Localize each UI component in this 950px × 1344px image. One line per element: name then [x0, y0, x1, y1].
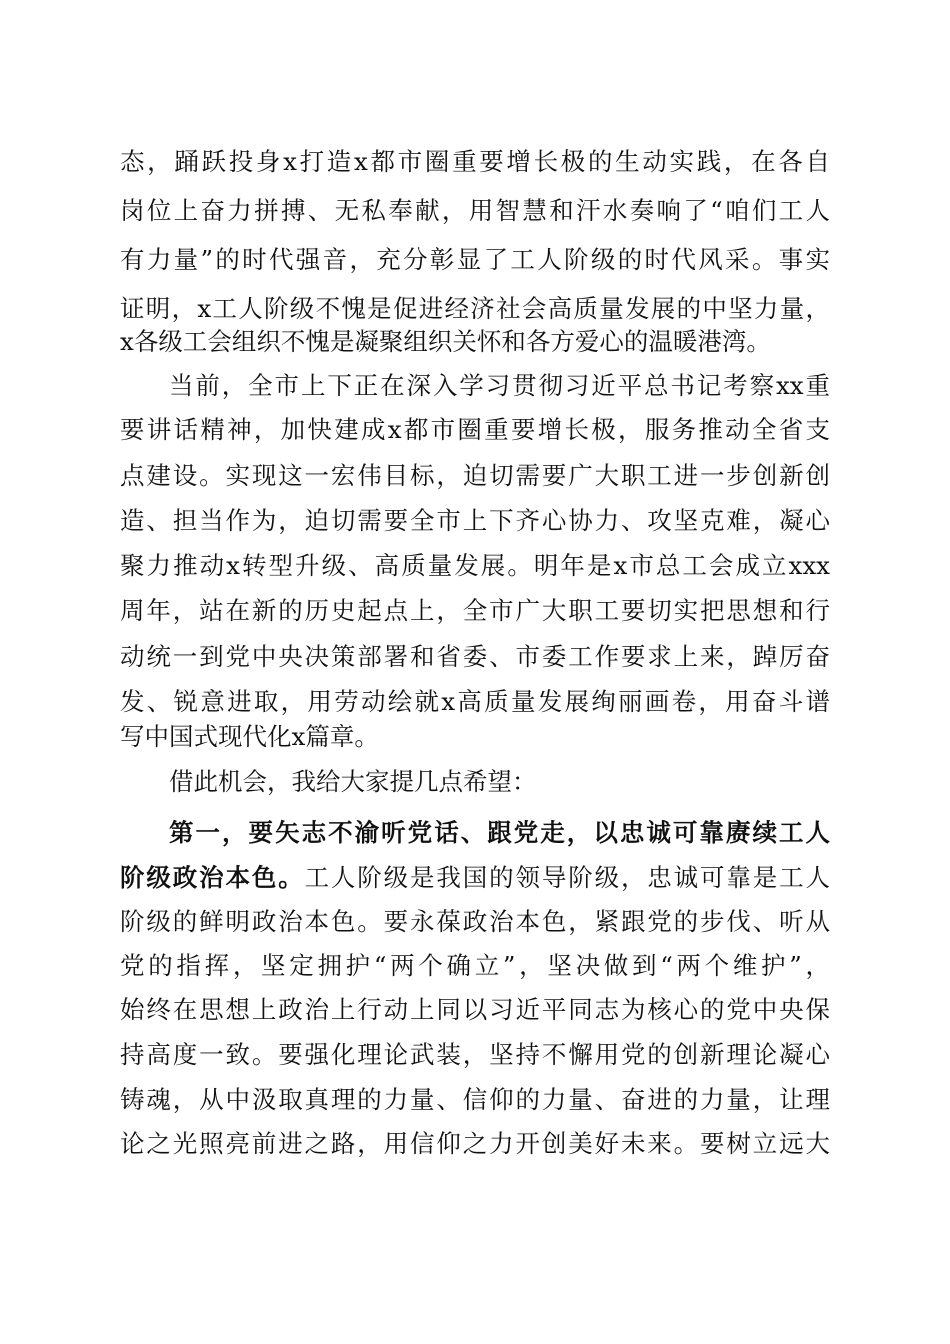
text-line-16: 第一，要矢志不渝听党话、跟党走，以忠诚可靠赓续工人 — [169, 818, 830, 847]
heading-fragment: 阶级政治本色。 — [120, 863, 305, 892]
text-line-15: 借此机会，我给大家提几点希望： — [169, 767, 537, 796]
text-line-3: 有力量”的时代强音，充分彰显了工人阶级的时代风采。事实 — [120, 245, 830, 274]
body-fragment: 工人阶级是我国的领导阶级，忠诚可靠是工人 — [304, 863, 831, 892]
text-line-17 — [120, 856, 830, 900]
text-line-13: 发、锐意进取，用劳动绘就x高质量发展绚丽画卷，用奋斗谱 — [120, 687, 830, 716]
text-line-5: x各级工会组织不愧是凝聚组织关怀和各方爱心的温暖港湾。 — [120, 327, 771, 356]
text-line-14: 写中国式现代化x篇章。 — [120, 722, 379, 751]
text-line-10: 聚力推动x转型升级、高质量发展。明年是x市总工会成立xxx — [120, 551, 830, 580]
text-line-20: 始终在思想上政治上行动上同以习近平同志为核心的党中央保 — [120, 995, 830, 1024]
text-line-2: 岗位上奋力拼搏、无私奉献，用智慧和汗水奏响了“咱们工人 — [120, 196, 830, 225]
text-line-9: 造、担当作为，迫切需要全市上下齐心协力、攻坚克难，凝心 — [120, 506, 830, 535]
text-line-11: 周年，站在新的历史起点上，全市广大职工要切实把思想和行 — [120, 596, 830, 625]
text-line-19: 党的指挥，坚定拥护“两个确立”，坚决做到“两个维护”， — [120, 951, 830, 980]
text-line-8: 点建设。实现这一宏伟目标，迫切需要广大职工进一步创新创 — [120, 461, 830, 490]
text-line-18: 阶级的鲜明政治本色。要永葆政治本色，紧跟党的步伐、听从 — [120, 907, 830, 936]
text-line-22: 铸魂，从中汲取真理的力量、信仰的力量、奋进的力量，让理 — [120, 1085, 830, 1114]
text-line-21: 持高度一致。要强化理论武装，坚持不懈用党的创新理论凝心 — [120, 1040, 830, 1069]
text-line-12: 动统一到党中央决策部署和省委、市委工作要求上来，踔厉奋 — [120, 642, 830, 671]
text-line-4: 证明，x工人阶级不愧是促进经济社会高质量发展的中坚力量， — [120, 294, 830, 323]
text-line-6: 当前，全市上下正在深入学习贯彻习近平总书记考察xx重 — [169, 371, 830, 400]
text-line-7: 要讲话精神，加快建成x都市圈重要增长极，服务推动全省支 — [120, 415, 830, 444]
text-line-1: 态，踊跃投身x打造x都市圈重要增长极的生动实践，在各自 — [120, 147, 830, 176]
text-line-23: 论之光照亮前进之路，用信仰之力开创美好未来。要树立远大 — [120, 1129, 830, 1158]
